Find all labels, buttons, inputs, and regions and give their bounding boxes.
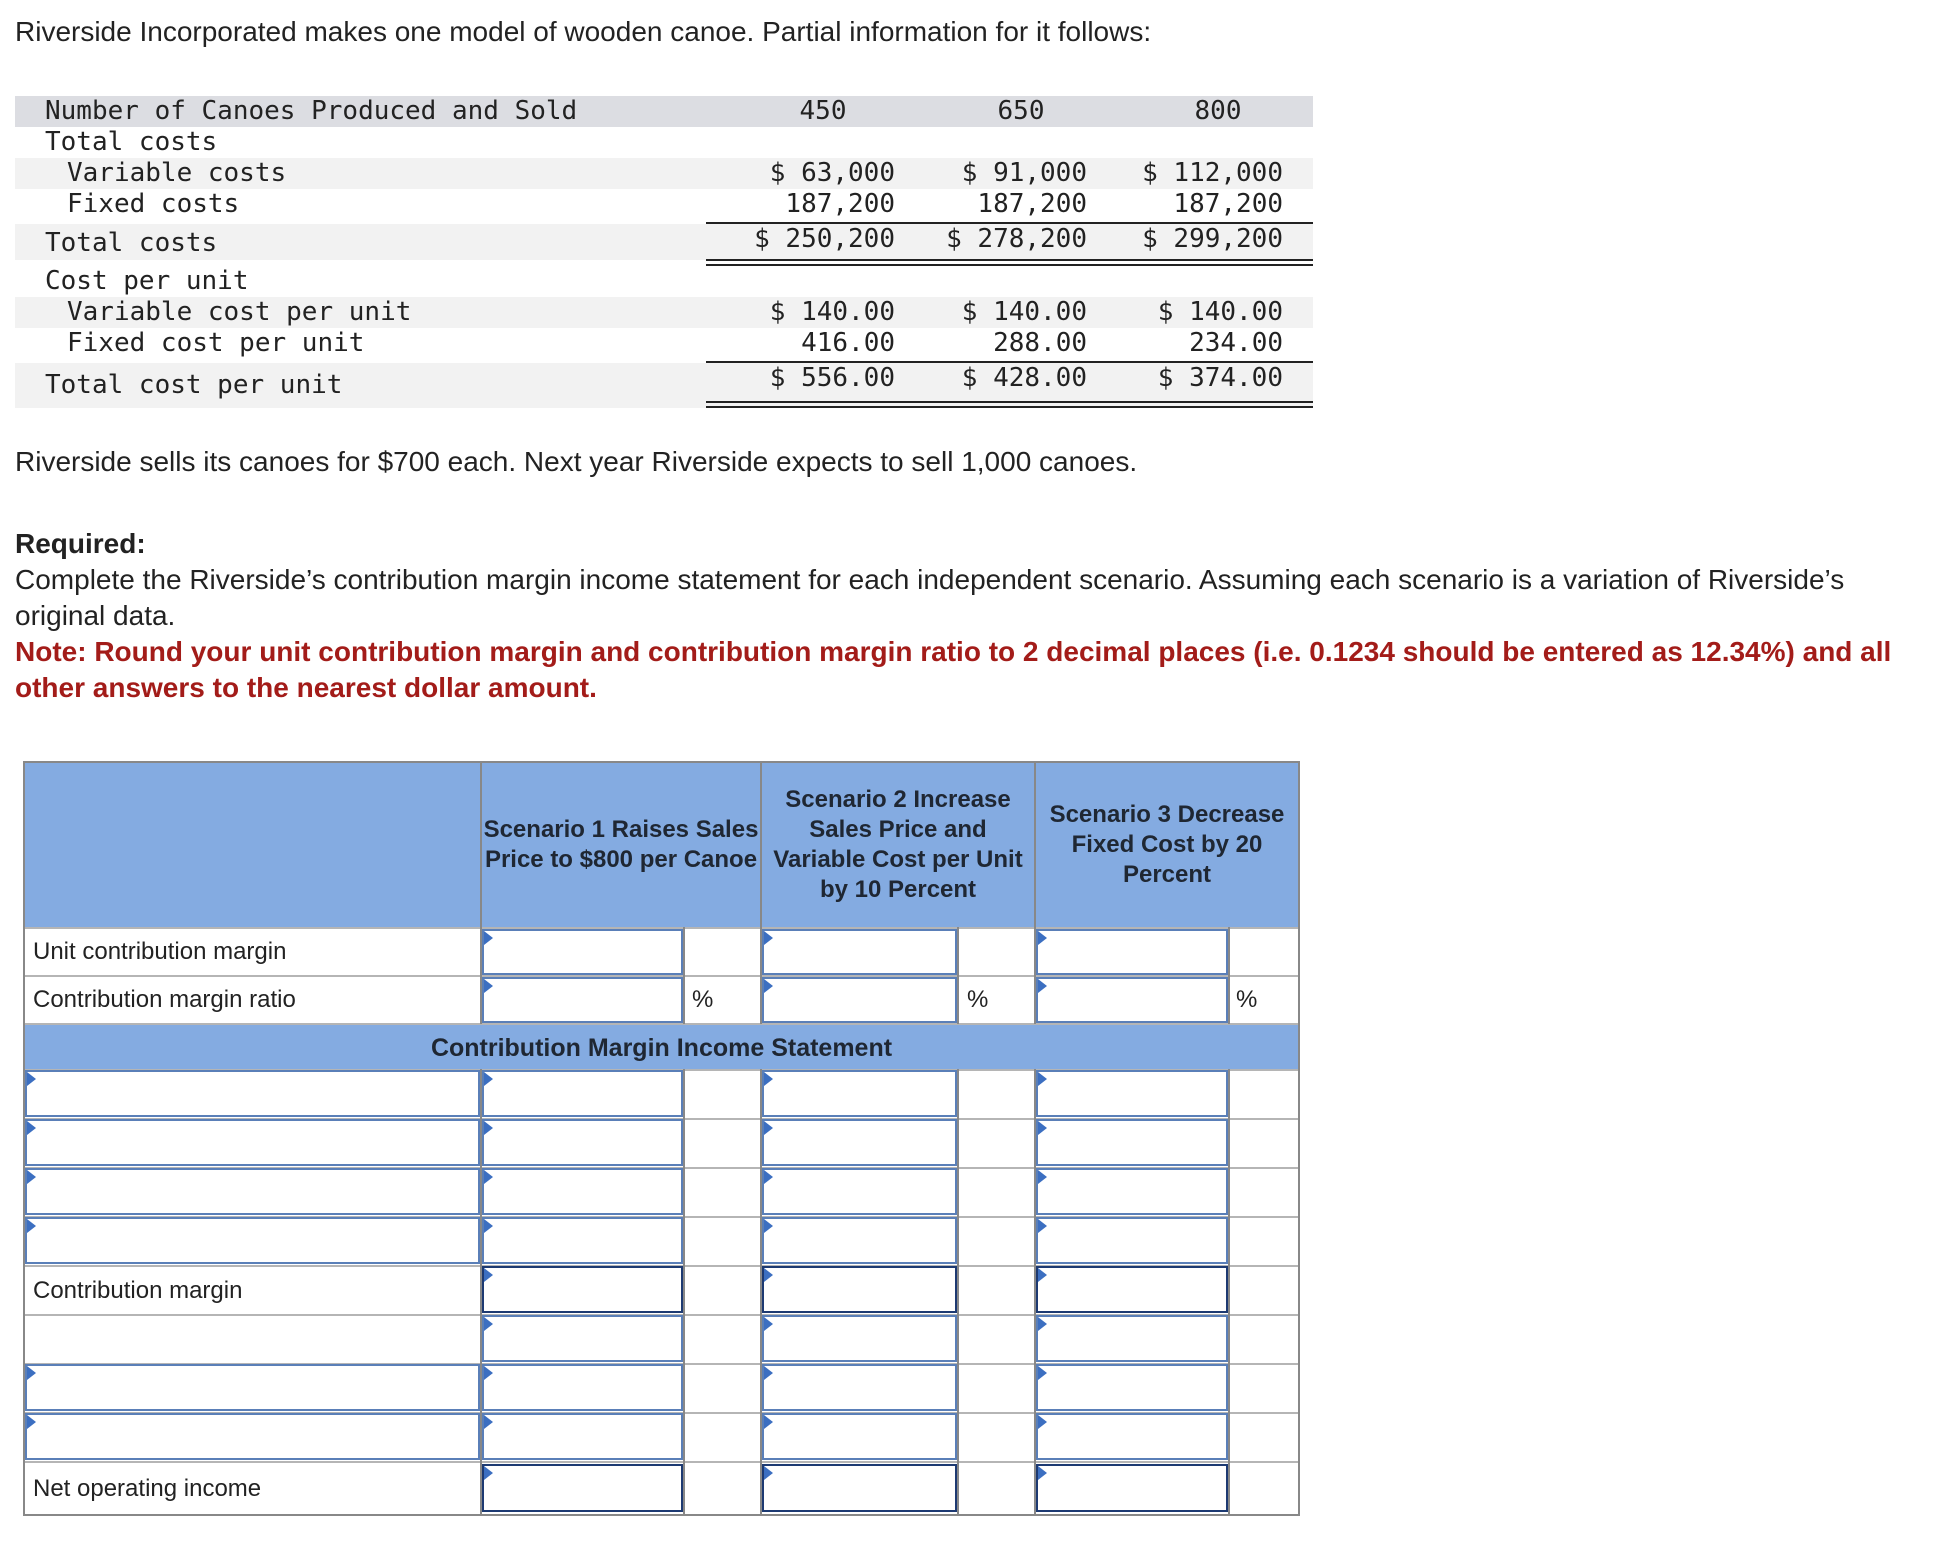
total-costs-650: $ 278,200	[946, 224, 1087, 254]
sales-info-text: Riverside sells its canoes for $700 each. Next year Riverside expects to sell 1,000 canoes.	[15, 446, 1138, 477]
entry-marker	[1038, 1170, 1047, 1184]
fixed-costs-800: 187,200	[1173, 189, 1283, 219]
percent-symbol-1: %	[692, 986, 714, 1013]
entry-marker	[1038, 1466, 1047, 1480]
s3-amount-input-3[interactable]	[1036, 1168, 1228, 1215]
cm-ratio-label: Contribution margin ratio	[33, 986, 296, 1013]
tcpu-650: $ 428.00	[961, 363, 1087, 393]
unit-cm-label: Unit contribution margin	[33, 938, 287, 965]
fixed-costs-450: 187,200	[785, 189, 895, 219]
s2-contribution-margin-input[interactable]	[762, 1266, 957, 1313]
s2-net-operating-income-input[interactable]	[762, 1464, 957, 1512]
entry-marker	[1038, 931, 1047, 945]
fixed-costs-row	[15, 189, 1313, 220]
entry-marker	[1038, 1268, 1047, 1282]
scenario-2-unit-cm-input[interactable]	[762, 929, 957, 975]
fcpu-650: 288.00	[993, 328, 1087, 358]
entry-marker	[764, 1170, 773, 1184]
entry-marker	[764, 1219, 773, 1233]
entry-marker	[1038, 979, 1047, 993]
entry-marker	[484, 979, 493, 993]
s2-amount-input-3[interactable]	[762, 1168, 957, 1215]
vcpu-450: $ 140.00	[769, 297, 895, 327]
entry-marker	[484, 931, 493, 945]
net-operating-income-label: Net operating income	[33, 1475, 262, 1502]
variable-costs-800: $ 112,000	[1142, 158, 1283, 188]
entry-marker	[484, 1121, 493, 1135]
answer-grid	[23, 761, 1300, 1516]
double-underline	[706, 401, 1313, 408]
s2-amount-input-1[interactable]	[762, 1070, 957, 1117]
header-col-3: 800	[1194, 96, 1242, 126]
scenario-1-cm-ratio-input[interactable]	[482, 977, 683, 1023]
grid-line	[957, 927, 959, 1024]
entry-marker	[764, 1415, 773, 1429]
s1-amount-input-3[interactable]	[482, 1168, 683, 1215]
total-costs-800: $ 299,200	[1142, 224, 1283, 254]
s2-amount-input-6[interactable]	[762, 1364, 957, 1411]
total-costs-450: $ 250,200	[754, 224, 895, 254]
s1-contribution-margin-input[interactable]	[482, 1266, 683, 1313]
entry-marker	[484, 1317, 493, 1331]
note-text: Note: Round your unit contribution margin and contribution margin ratio to 2 decimal places (i.e. 0.1234 should be entered as 12.34%) and all other answers to the nearest dollar amount.	[15, 636, 1892, 703]
required-heading: Required:	[15, 528, 146, 559]
grid-line	[25, 1023, 1298, 1025]
entry-marker	[27, 1170, 36, 1184]
section-title: Contribution Margin Income Statement	[430, 1034, 893, 1062]
entry-marker	[764, 931, 773, 945]
grid-line	[683, 1069, 685, 1514]
percent-symbol-2: %	[967, 986, 989, 1013]
scenario-3-header: Scenario 3 Decrease Fixed Cost by 20 Percent	[1049, 801, 1285, 888]
statement-label-input-4[interactable]	[25, 1217, 480, 1264]
fcpu-800: 234.00	[1189, 328, 1283, 358]
statement-label-input-2[interactable]	[25, 1119, 480, 1166]
percent-symbol-3: %	[1236, 986, 1258, 1013]
tcpu-800: $ 374.00	[1157, 363, 1283, 393]
entry-marker	[484, 1219, 493, 1233]
variable-costs-450: $ 63,000	[769, 158, 895, 188]
fixed-cost-per-unit-row	[15, 328, 1313, 359]
statement-label-input-1[interactable]	[25, 1070, 480, 1117]
variable-costs-row	[15, 158, 1313, 189]
variable-cost-per-unit-row	[15, 297, 1313, 328]
entry-marker	[1038, 1072, 1047, 1086]
s3-amount-input-5[interactable]	[1036, 1315, 1228, 1362]
entry-marker	[764, 1268, 773, 1282]
grid-line	[1228, 927, 1230, 1024]
fixed-costs-650: 187,200	[977, 189, 1087, 219]
header-col-2: 650	[997, 96, 1045, 126]
s3-amount-input-6[interactable]	[1036, 1364, 1228, 1411]
s3-amount-input-4[interactable]	[1036, 1217, 1228, 1264]
grid-line	[683, 927, 685, 1024]
s2-amount-input-4[interactable]	[762, 1217, 957, 1264]
vcpu-800: $ 140.00	[1157, 297, 1283, 327]
entry-marker	[484, 1268, 493, 1282]
s1-amount-input-6[interactable]	[482, 1364, 683, 1411]
variable-cost-per-unit-label: Variable cost per unit	[67, 297, 412, 327]
s1-amount-input-2[interactable]	[482, 1119, 683, 1166]
scenario-1-header: Scenario 1 Raises Sales Price to $800 per Canoe	[483, 816, 759, 873]
entry-marker	[484, 1466, 493, 1480]
entry-marker	[484, 1170, 493, 1184]
total-cost-per-unit-label: Total cost per unit	[45, 370, 343, 400]
s3-net-operating-income-input[interactable]	[1036, 1464, 1228, 1512]
entry-marker	[484, 1366, 493, 1380]
s2-amount-input-2[interactable]	[762, 1119, 957, 1166]
s1-amount-input-4[interactable]	[482, 1217, 683, 1264]
entry-marker	[27, 1121, 36, 1135]
grid-line	[957, 1069, 959, 1514]
scenario-3-cm-ratio-input[interactable]	[1036, 977, 1228, 1023]
entry-marker	[1038, 1219, 1047, 1233]
s1-net-operating-income-input[interactable]	[482, 1464, 683, 1512]
s1-amount-input-5[interactable]	[482, 1315, 683, 1362]
header-col-1: 450	[799, 96, 847, 126]
entry-marker	[1038, 1121, 1047, 1135]
entry-marker	[1038, 1317, 1047, 1331]
entry-marker	[1038, 1415, 1047, 1429]
entry-marker	[484, 1072, 493, 1086]
vcpu-650: $ 140.00	[961, 297, 1087, 327]
s3-amount-input-2[interactable]	[1036, 1119, 1228, 1166]
double-underline	[706, 259, 1313, 266]
cost-header-row	[15, 96, 1313, 127]
total-costs-label: Total costs	[45, 228, 218, 258]
statement-label-input-6[interactable]	[25, 1413, 480, 1460]
entry-marker	[764, 1366, 773, 1380]
entry-marker	[764, 1121, 773, 1135]
statement-label-input-5[interactable]	[25, 1364, 480, 1411]
entry-marker	[27, 1366, 36, 1380]
scenario-1-unit-cm-input[interactable]	[482, 929, 683, 975]
total-costs-heading-row	[15, 127, 1313, 158]
entry-marker	[764, 1317, 773, 1331]
fixed-cost-per-unit-label: Fixed cost per unit	[67, 328, 365, 358]
s2-amount-input-5[interactable]	[762, 1315, 957, 1362]
entry-marker	[27, 1415, 36, 1429]
entry-marker	[484, 1415, 493, 1429]
scenario-3-unit-cm-input[interactable]	[1036, 929, 1228, 975]
tcpu-450: $ 556.00	[769, 363, 895, 393]
fcpu-450: 416.00	[801, 328, 895, 358]
s3-contribution-margin-input[interactable]	[1036, 1266, 1228, 1313]
variable-costs-650: $ 91,000	[961, 158, 1087, 188]
grid-line	[1228, 1069, 1230, 1514]
s1-amount-input-7[interactable]	[482, 1413, 683, 1460]
s3-amount-input-7[interactable]	[1036, 1413, 1228, 1460]
entry-marker	[764, 1072, 773, 1086]
statement-label-input-3[interactable]	[25, 1168, 480, 1215]
header-label: Number of Canoes Produced and Sold	[45, 96, 578, 126]
entry-marker	[27, 1072, 36, 1086]
cost-per-unit-heading-row	[15, 266, 1313, 297]
intro-text: Riverside Incorporated makes one model of wooden canoe. Partial information for it follows:	[15, 16, 1152, 47]
required-block	[15, 526, 1915, 706]
total-costs-row	[15, 224, 1313, 260]
total-costs-heading: Total costs	[45, 127, 218, 157]
entry-marker	[764, 1466, 773, 1480]
scenario-2-cm-ratio-input[interactable]	[762, 977, 957, 1023]
entry-marker	[1038, 1366, 1047, 1380]
s2-amount-input-7[interactable]	[762, 1413, 957, 1460]
variable-costs-label: Variable costs	[67, 158, 287, 188]
s3-amount-input-1[interactable]	[1036, 1070, 1228, 1117]
entry-marker	[764, 979, 773, 993]
grid-line	[25, 1461, 1298, 1463]
cost-per-unit-heading: Cost per unit	[45, 266, 249, 296]
fixed-costs-label: Fixed costs	[67, 189, 240, 219]
required-text: Complete the Riverside’s contribution margin income statement for each independent scenario. Assuming each scenario is a variation of Riverside’s original data.	[15, 564, 1845, 631]
scenario-2-header: Scenario 2 Increase Sales Price and Variable Cost per Unit by 10 Percent	[773, 786, 1023, 903]
contribution-margin-label: Contribution margin	[33, 1277, 243, 1304]
s1-amount-input-1[interactable]	[482, 1070, 683, 1117]
entry-marker	[27, 1219, 36, 1233]
